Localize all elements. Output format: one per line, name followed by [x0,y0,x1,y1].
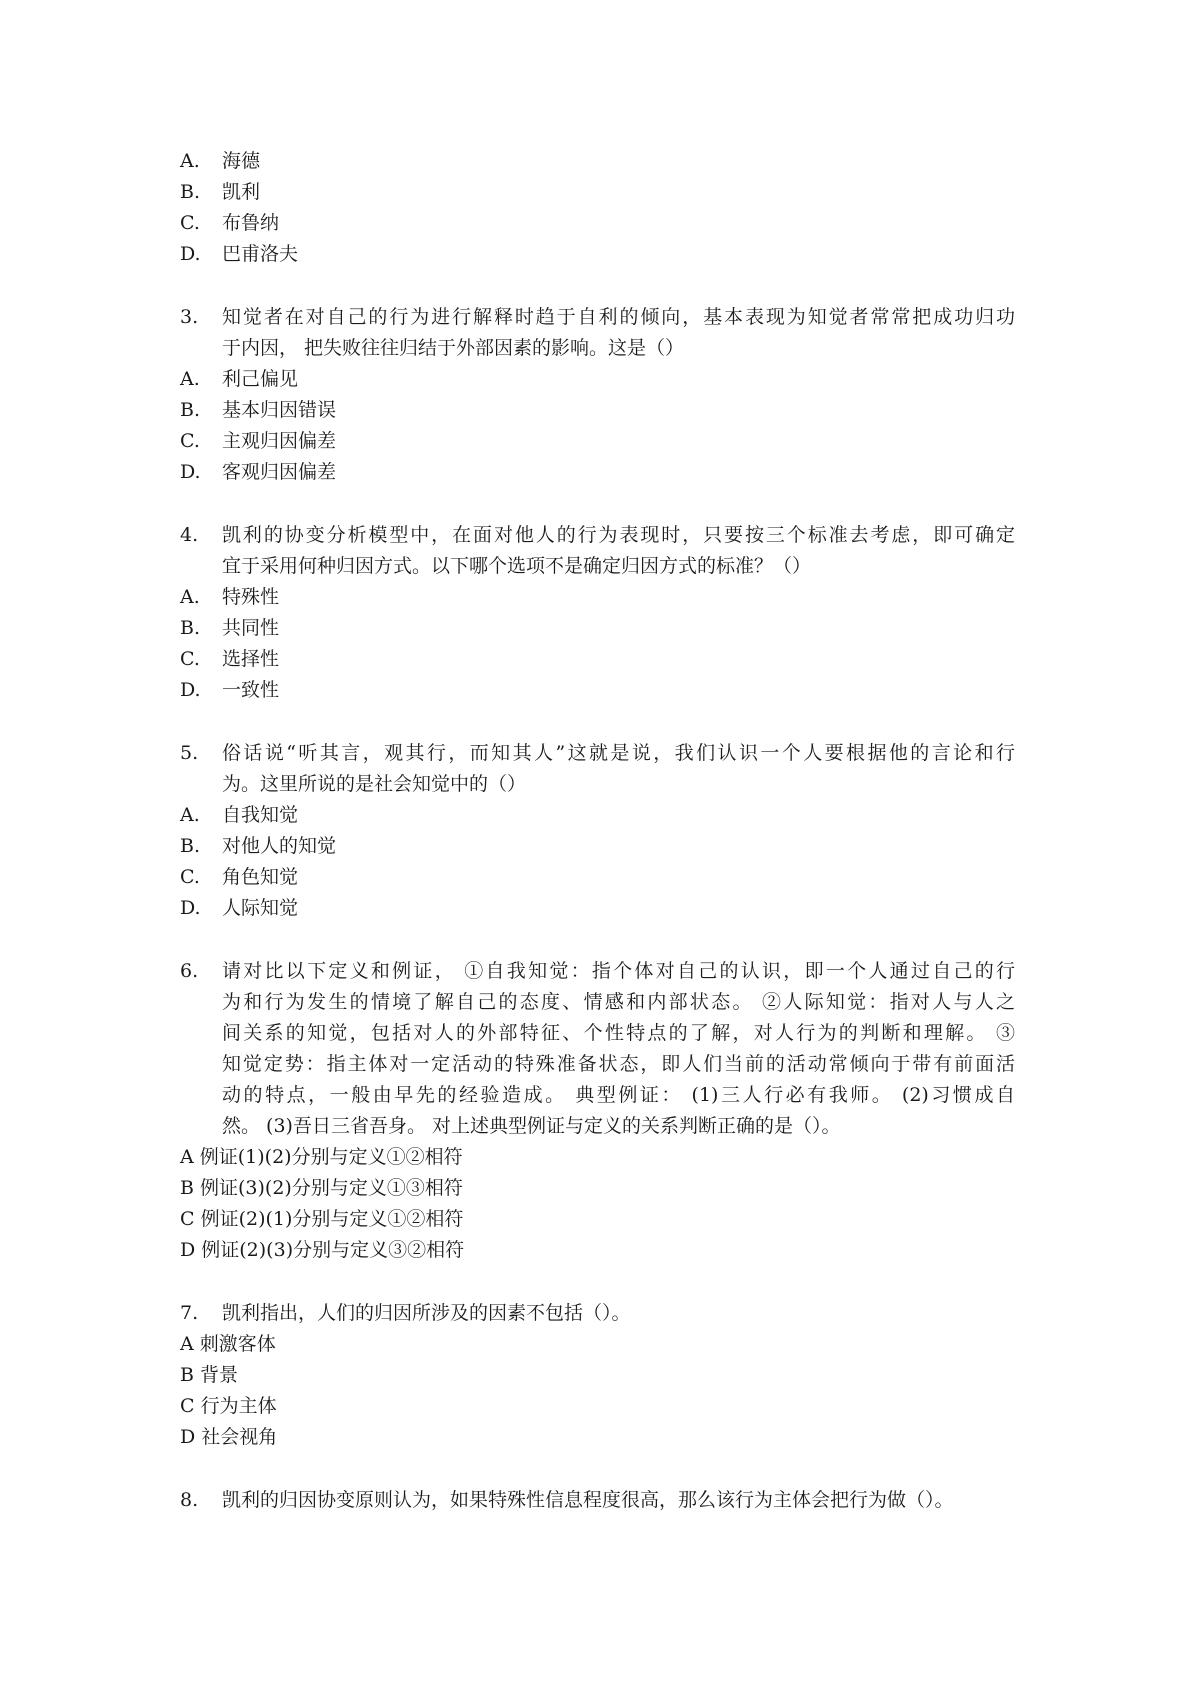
option-text: 主观归因偏差 [222,430,337,452]
question-number: 4. [180,524,199,546]
option-text: 利己偏见 [222,368,299,390]
question-text: 为。这里所说的是社会知觉中的（） [222,773,527,795]
option-label: A. [180,586,200,608]
option-text: C 行为主体 [180,1395,277,1417]
option-text: D 例证(2)(3)分别与定义③②相符 [180,1239,465,1261]
option-text: C 例证(2)(1)分别与定义①②相符 [180,1208,464,1230]
option-label: C. [180,212,200,234]
question-text: 间关系的知觉，包括对人的外部特征、个性特点的了解，对人行为的判断和理解。 ③ [222,1022,1015,1044]
question-text: 俗话说“听其言，观其行，而知其人”这就是说，我们认识一个人要根据他的言论和行 [222,742,1015,764]
question-text: 凯利的协变分析模型中，在面对他人的行为表现时，只要按三个标准去考虑，即可确定 [222,524,1015,546]
option-label: A. [180,368,200,390]
option-label: B. [180,835,201,857]
option-text: 客观归因偏差 [222,461,337,483]
option-label: D. [180,897,201,919]
option-text: 巴甫洛夫 [222,243,299,265]
option-label: C. [180,430,200,452]
question-text: 宜于采用何种归因方式。以下哪个选项不是确定归因方式的标准？（） [222,555,812,577]
option-text: 人际知觉 [222,897,299,919]
option-text: 共同性 [222,617,280,639]
option-label: A. [180,150,200,172]
option-label: B. [180,617,201,639]
question-number: 5. [180,742,199,764]
question-number: 8. [180,1489,199,1511]
option-label: D. [180,679,201,701]
option-text: A 刺激客体 [180,1333,276,1355]
option-text: 海德 [222,150,261,172]
option-text: 特殊性 [222,586,280,608]
option-text: 布鲁纳 [222,212,280,234]
question-number: 6. [180,960,199,982]
option-label: D. [180,243,201,265]
option-label: A. [180,804,200,826]
question-text: 为和行为发生的情境了解自己的态度、情感和内部状态。 ②人际知觉：指对人与人之 [222,991,1015,1013]
question-text: 凯利指出，人们的归因所涉及的因素不包括（）。 [222,1302,631,1324]
option-label: B. [180,181,201,203]
question-number: 3. [180,306,199,328]
option-text: D 社会视角 [180,1426,278,1448]
option-label: C. [180,866,200,888]
option-text: A 例证(1)(2)分别与定义①②相符 [180,1146,463,1168]
question-text: 知觉者在对自己的行为进行解释时趋于自利的倾向，基本表现为知觉者常常把成功归功 [222,306,1015,328]
option-label: C. [180,648,200,670]
option-text: 凯利 [222,181,261,203]
option-label: B. [180,399,201,421]
question-text: 知觉定势：指主体对一定活动的特殊准备状态，即人们当前的活动常倾向于带有前面活 [222,1053,1015,1075]
question-text: 于内因， 把失败往往归结于外部因素的影响。这是（） [222,337,685,359]
option-text: 选择性 [222,648,280,670]
question-text: 然。 (3)吾日三省吾身。 对上述典型例证与定义的关系判断正确的是（）。 [222,1115,841,1137]
option-text: B 背景 [180,1364,239,1386]
option-text: 基本归因错误 [222,399,337,421]
option-label: D. [180,461,201,483]
question-text: 凯利的归因协变原则认为，如果特殊性信息程度很高，那么该行为主体会把行为做（）。 [222,1489,954,1511]
question-text: 请对比以下定义和例证， ①自我知觉：指个体对自己的认识，即一个人通过自己的行 [222,960,1015,982]
option-text: 角色知觉 [222,866,299,888]
question-number: 7. [180,1302,199,1324]
question-text: 动的特点，一般由早先的经验造成。 典型例证： (1)三人行必有我师。 (2)习惯成自 [222,1084,1015,1106]
option-text: 对他人的知觉 [222,835,337,857]
option-text: 一致性 [222,679,280,701]
option-text: B 例证(3)(2)分别与定义①③相符 [180,1177,463,1199]
option-text: 自我知觉 [222,804,299,826]
